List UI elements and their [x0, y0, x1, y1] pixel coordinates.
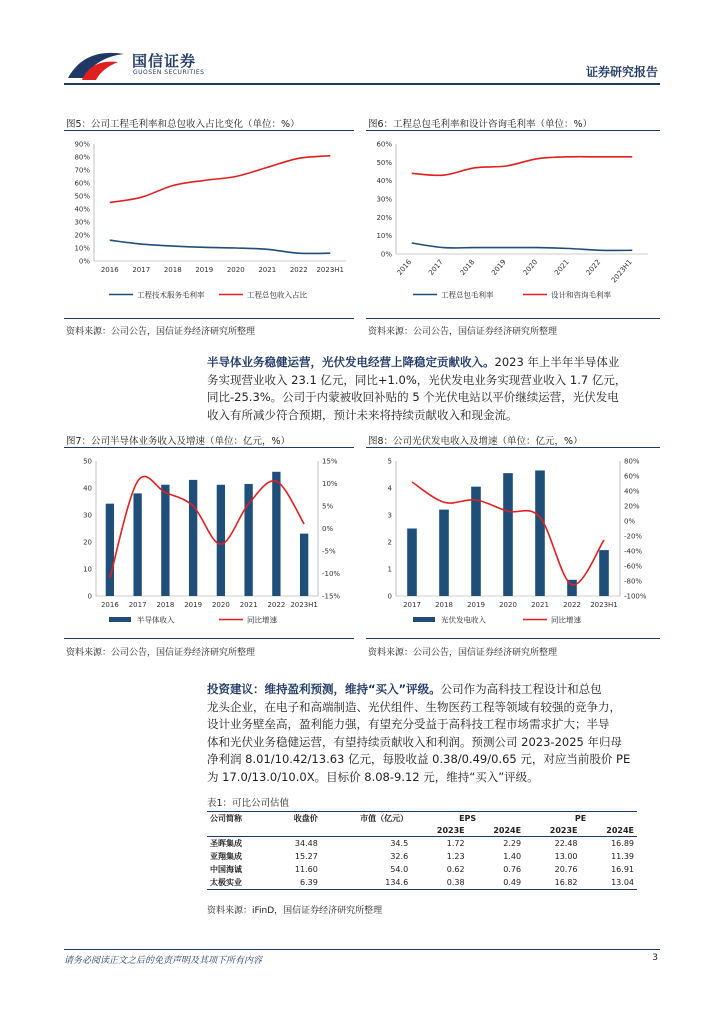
table-cell: 16.91: [611, 865, 634, 874]
table-cell: 22.48: [554, 839, 578, 848]
y-tick-label: 40%: [376, 177, 392, 186]
table-subheader: 2024E: [606, 826, 634, 835]
table-header-blank: [271, 825, 321, 837]
y2-tick-label: 0%: [322, 525, 334, 533]
footer-divider: [64, 949, 660, 950]
bar-series-0: [161, 485, 169, 596]
paragraph-line: 龙头企业，在电子和高端制造、光伏组件、生物医药工程等领域有较强的竞争力，: [207, 699, 621, 714]
y-tick-label: 20: [83, 538, 92, 547]
y-tick-label: 50%: [376, 158, 392, 167]
x-tick-label: 2021: [553, 258, 571, 277]
bar-series-0: [217, 485, 225, 596]
table-header: 市值（亿元）: [360, 814, 409, 823]
legend-label: 设计和咨询毛利率: [551, 290, 611, 300]
paragraph-line: 为 17.0/13.0/10.0X。目标价 8.08-9.12 元，维持“买入”评级。: [207, 769, 539, 784]
paragraph-semiconductor: [207, 354, 662, 424]
paragraph-line: 设计业务壁垒高，盈利能力强，有望充分受益于高科技工程市场需求扩大；半导: [207, 717, 610, 732]
table-cell: 13.00: [554, 852, 578, 861]
y-tick-label: 20%: [74, 231, 90, 240]
x-tick-label: 2020: [211, 601, 230, 609]
y-tick-label: 50%: [74, 192, 90, 201]
line-series-0: [110, 240, 331, 253]
fig5-title-rule: [64, 130, 354, 131]
x-tick-label: 2023H1: [609, 258, 634, 285]
fig5-bottom-rule: [64, 318, 354, 319]
legend-label: 同比增速: [247, 615, 277, 625]
bar-series-0: [300, 534, 308, 596]
table-cell: 0.38: [446, 878, 465, 887]
x-tick-label: 2017: [403, 601, 421, 609]
table-cell: 2.29: [503, 839, 522, 848]
x-tick-label: 2019: [467, 601, 485, 609]
y-tick-label: 1: [387, 565, 392, 574]
table-cell: 1.72: [446, 839, 465, 848]
y2-tick-label: -15%: [322, 592, 341, 601]
footer-disclaimer: 请务必阅读正文之后的免责声明及其项下所有内容: [64, 956, 263, 966]
table-row: [207, 850, 637, 863]
bar-series-0: [503, 473, 513, 596]
table-cell: 16.82: [554, 878, 578, 887]
y-tick-label: 30%: [376, 195, 392, 204]
page-number: 3: [652, 953, 658, 963]
legend-label: 同比增速: [551, 615, 581, 625]
company-name-cell: 太极实业: [210, 878, 242, 887]
company-name-cell: 亚翔集成: [210, 852, 242, 861]
y-tick-label: 30: [83, 511, 92, 520]
table-subheader: 2023E: [549, 826, 578, 835]
x-tick-label: 2016: [395, 258, 414, 277]
paragraph-line: 公司作为高科技工程设计和总包: [440, 682, 602, 696]
fig8-chart: [366, 453, 660, 633]
paragraph-line: 务实现营业收入 23.1 亿元，同比+1.0%，光伏发电业务实现营业收入 1.7 亿元，: [207, 372, 627, 387]
fig5-source: 资料来源：公司公告，国信证券经济研究所整理: [66, 327, 256, 337]
y-tick-label: 0: [87, 592, 92, 601]
paragraph-line: 同比-25.3%。公司于内蒙被收回补贴的 5 个光伏电站以平价继续运营，光伏发电: [207, 390, 619, 405]
table-row: [207, 863, 637, 876]
y2-tick-label: -60%: [624, 562, 643, 571]
y-tick-label: 30%: [74, 218, 90, 227]
x-tick-label: 2018: [458, 258, 477, 277]
x-tick-label: 2021: [258, 266, 277, 274]
paragraph-investment-lead: 投资建议：维持盈利预测，维持“买入”评级。: [207, 682, 441, 696]
y-tick-label: 10%: [376, 232, 392, 241]
guosen-logo-icon: [66, 48, 128, 82]
x-tick-label: 2018: [435, 601, 453, 609]
table-title: 表1：可比公司估值: [207, 798, 290, 809]
table-header: PE: [574, 814, 587, 823]
x-tick-label: 2020: [499, 601, 517, 609]
y2-tick-label: -5%: [322, 547, 336, 556]
table-header-blank: [321, 825, 411, 837]
y2-tick-label: 10%: [322, 480, 338, 488]
table-cell: 11.39: [611, 852, 634, 861]
report-type: 证券研究报告: [585, 65, 658, 79]
y-tick-label: 0%: [78, 257, 90, 266]
table-cell: 0.76: [503, 865, 522, 874]
y2-tick-label: 60%: [624, 472, 640, 481]
legend-label: 工程技术服务毛利率: [137, 290, 205, 300]
brand-name-en: GUOSEN SECURITIES: [133, 69, 205, 76]
legend-label: 工程总包毛利率: [441, 290, 494, 300]
y2-tick-label: -100%: [624, 592, 647, 601]
y-tick-label: 3: [387, 511, 392, 520]
legend-swatch: [109, 617, 131, 622]
paragraph-line: 2023 年上半年半导体业: [494, 355, 620, 369]
paragraph-line: 收入有所减少符合预期，预计未来将持续贡献收入和现金流。: [207, 407, 518, 422]
table-cell: 134.6: [385, 878, 409, 887]
x-tick-label: 2020: [226, 266, 245, 274]
bar-series-0: [599, 550, 609, 596]
table-header: EPS: [459, 814, 477, 823]
y-tick-label: 0: [387, 592, 392, 601]
paragraph-investment: [207, 681, 662, 787]
y2-tick-label: 20%: [624, 502, 640, 511]
y-tick-label: 10%: [74, 244, 90, 253]
fig6-source: 资料来源：公司公告，国信证券经济研究所整理: [368, 327, 558, 337]
paragraph-line: 净利润 8.01/10.42/13.63 亿元，每股收益 0.38/0.49/0.65 元，对应当前股价 PE: [207, 752, 631, 767]
bar-series-0: [535, 470, 545, 596]
y2-tick-label: 0%: [624, 517, 636, 526]
table-cell: 32.6: [390, 852, 409, 861]
y-tick-label: 4: [387, 484, 392, 493]
legend-label: 半导体收入: [137, 615, 175, 625]
table-cell: 54.0: [390, 865, 409, 874]
bar-series-0: [133, 493, 141, 596]
x-tick-label: 2019: [490, 258, 508, 277]
valuation-table: [207, 811, 637, 890]
x-tick-label: 2019: [195, 266, 214, 274]
table-cell: 16.89: [611, 839, 634, 848]
line-series-1: [412, 157, 633, 176]
fig6-title: 图6：工程总包毛利率和设计咨询毛利率（单位：%）: [368, 119, 593, 130]
table-source: 资料来源：iFinD，国信证券经济研究所整理: [207, 906, 383, 916]
company-name-cell: 圣晖集成: [210, 839, 242, 848]
y2-tick-label: -20%: [624, 532, 643, 541]
x-tick-label: 2021: [531, 601, 549, 609]
table-cell: 13.04: [611, 878, 634, 887]
line-series-0: [412, 243, 633, 250]
x-tick-label: 2021: [239, 601, 258, 609]
y-tick-label: 0%: [380, 250, 392, 259]
table-subheader: 2024E: [493, 826, 522, 835]
y-tick-label: 50: [83, 457, 92, 466]
y-tick-label: 60%: [74, 179, 90, 188]
fig8-bottom-rule: [366, 638, 660, 639]
x-tick-label: 2023H1: [316, 266, 345, 274]
y-tick-label: 60%: [376, 140, 392, 149]
legend-label: 光伏发电收入: [441, 615, 486, 625]
table-cell: 15.27: [294, 852, 318, 861]
fig6-bottom-rule: [366, 318, 660, 319]
company-name-cell: 中国海诚: [210, 865, 242, 874]
x-tick-label: 2017: [427, 258, 445, 277]
table-cell: 0.62: [446, 865, 465, 874]
bar-series-0: [439, 510, 449, 596]
x-tick-label: 2018: [156, 601, 175, 609]
y2-tick-label: 80%: [624, 457, 640, 466]
y-tick-label: 40%: [74, 205, 90, 214]
x-tick-label: 2022: [289, 266, 308, 274]
y2-tick-label: 40%: [624, 487, 640, 496]
x-tick-label: 2018: [163, 266, 182, 274]
table-cell: 1.23: [446, 852, 465, 861]
table-header: 收盘价: [293, 814, 318, 823]
x-tick-label: 2022: [267, 601, 286, 609]
bar-series-0: [272, 472, 280, 596]
y-tick-label: 70%: [74, 166, 90, 175]
y2-tick-label: -80%: [624, 577, 643, 586]
paragraph-semiconductor-lead: 半导体业务稳健运营，光伏发电经营上降稳定贡献收入。: [207, 355, 495, 369]
y-tick-label: 5: [387, 457, 392, 466]
paragraph-line: 体和光伏业务稳健运营，有望持续贡献收入和利润。预测公司 2023-2025 年归母: [207, 734, 622, 749]
table-header: 公司简称: [210, 814, 242, 823]
y-tick-label: 90%: [74, 140, 90, 149]
y2-tick-label: -10%: [322, 570, 341, 578]
table-subheader: 2023E: [436, 826, 465, 835]
y-tick-label: 2: [387, 538, 392, 547]
y2-tick-label: -40%: [624, 547, 643, 556]
x-tick-label: 2019: [184, 601, 203, 609]
x-tick-label: 2020: [521, 258, 540, 277]
y-tick-label: 80%: [74, 153, 90, 162]
fig5-chart: [64, 136, 354, 316]
x-tick-label: 2022: [563, 601, 581, 609]
legend-label: 工程总包收入占比: [247, 290, 307, 300]
table-row: [207, 837, 637, 851]
fig7-chart: [64, 453, 354, 633]
table-header-blank: [207, 825, 271, 837]
y2-tick-label: 5%: [322, 502, 334, 511]
fig8-source: 资料来源：公司公告，国信证券经济研究所整理: [368, 648, 558, 658]
x-tick-label: 2017: [132, 266, 151, 274]
bar-series-0: [189, 480, 197, 596]
fig7-source: 资料来源：公司公告，国信证券经济研究所整理: [66, 648, 256, 658]
fig7-bottom-rule: [64, 638, 354, 639]
x-tick-label: 2022: [584, 258, 603, 277]
table-cell: 6.39: [299, 878, 318, 887]
table-cell: 34.48: [294, 839, 318, 848]
fig6-title-rule: [366, 130, 660, 131]
y-tick-label: 10: [83, 565, 92, 574]
fig5-title: 图5：公司工程毛利率和总包收入占比变化（单位：%）: [66, 119, 300, 130]
fig6-chart: [366, 136, 660, 316]
table-cell: 0.49: [503, 878, 522, 887]
x-tick-label: 2016: [100, 601, 119, 609]
table-cell: 11.60: [294, 865, 318, 874]
y2-tick-label: 15%: [322, 457, 338, 466]
y-tick-label: 20%: [376, 213, 392, 222]
bar-series-0: [106, 504, 114, 596]
table-cell: 34.5: [390, 839, 409, 848]
x-tick-label: 2023H1: [590, 601, 618, 609]
line-series-1: [110, 156, 331, 203]
table-cell: 20.76: [554, 865, 578, 874]
fig8-title-rule: [366, 447, 660, 448]
fig7-title: 图7：公司半导体业务收入及增速（单位：亿元，%）: [66, 436, 291, 447]
legend-swatch: [413, 617, 435, 622]
x-tick-label: 2016: [100, 266, 119, 274]
bar-series-0: [407, 529, 417, 597]
fig7-title-rule: [64, 447, 354, 448]
y-tick-label: 40: [83, 484, 92, 493]
table-row: [207, 876, 637, 890]
brand-name-cn: 国信证券: [132, 52, 197, 70]
table-cell: 1.40: [503, 852, 522, 861]
x-tick-label: 2023H1: [290, 601, 318, 609]
fig8-title: 图8：公司光伏发电收入及增速（单位：亿元，%）: [368, 436, 583, 447]
bar-series-0: [471, 487, 481, 596]
header-divider: [64, 83, 660, 85]
x-tick-label: 2017: [128, 601, 147, 609]
